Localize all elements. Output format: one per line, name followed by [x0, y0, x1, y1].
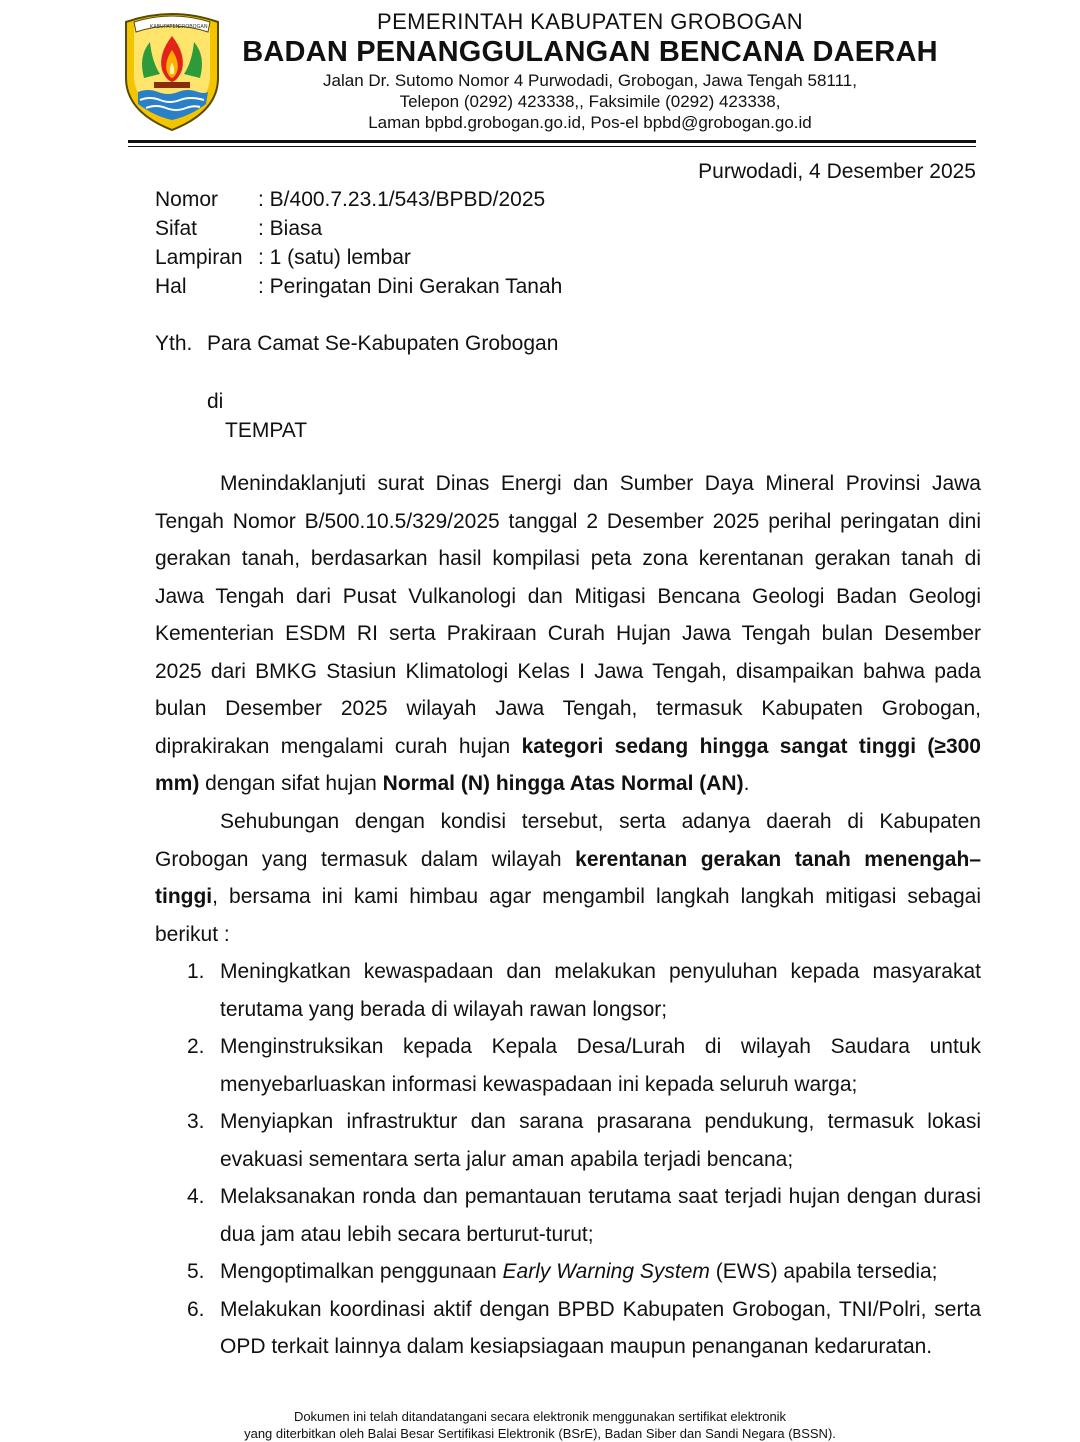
address-line-2: Telepon (0292) 423338,, Faksimile (0292) 423338, — [399, 92, 781, 111]
list-text: Menyiapkan infrastruktur dan sarana prasarana pendukung, termasuk lokasi evakuasi sementara serta jalur aman apabila terjadi bencana; — [220, 1110, 981, 1171]
list-text-italic: Early Warning System — [502, 1260, 710, 1283]
meta-label: Sifat — [155, 217, 198, 240]
meta-value: : Peringatan Dini Gerakan Tanah — [258, 275, 563, 298]
list-number: 3. — [187, 1110, 205, 1133]
p1-text-a: Menindaklanjuti surat Dinas Energi dan Sumber Daya Mineral Provinsi Jawa Tengah Nomor B/500.10.5/329/2025 tanggal 2 Desember 2025 perihal peringatan dini gerakan tanah, berdasarkan hasil kompilasi peta zona kerentanan gerakan tanah di Jawa Tengah dari Pusat Vulkanologi dan Mitigasi Bencana Geologi Badan Geologi Kementerian ESDM RI serta Prakiraan Curah Hujan Jawa Tengah bulan Desember 2025 dari BMKG Stasiun Klimatologi Kelas I Jawa Tengah, disampaikan bahwa pada bulan Desember 2025 wilayah Jawa Tengah, termasuk Kabupaten Grobogan, diprakirakan mengalami curah hujan — [155, 472, 981, 758]
p2-bold-a: kerentanan gerakan tanah menengah–tinggi — [155, 847, 981, 908]
meta-label: Lampiran — [155, 246, 243, 269]
list-item — [155, 1178, 981, 1253]
footer-line-2: yang diterbitkan oleh Balai Besar Sertifikasi Elektronik (BSrE), Badan Siber dan Sandi Negara (BSSN). — [244, 1426, 836, 1441]
body-paragraph-1 — [155, 465, 981, 803]
meta-row-hal — [155, 275, 562, 299]
svg-text:GROBOGAN: GROBOGAN — [178, 24, 208, 30]
regency-emblem-icon — [120, 8, 224, 132]
p1-text-c: . — [743, 772, 750, 795]
list-text: (EWS) apabila tersedia; — [709, 1260, 938, 1283]
recipient-place: TEMPAT — [225, 419, 308, 442]
list-number: 2. — [187, 1035, 205, 1058]
address-line-3: Laman bpbd.grobogan.go.id, Pos-el bpbd@grobogan.go.id — [368, 113, 812, 132]
recipient-name: Para Camat Se-Kabupaten Grobogan — [207, 332, 559, 355]
meta-value: : B/400.7.23.1/543/BPBD/2025 — [258, 188, 546, 211]
list-item — [155, 1291, 981, 1366]
list-number: 1. — [187, 960, 205, 983]
list-item — [155, 1028, 981, 1103]
list-number: 4. — [187, 1185, 205, 1208]
footer-line-1: Dokumen ini telah ditandatangani secara elektronik menggunakan sertifikat elektronik — [293, 1409, 787, 1424]
p2-text-a: Sehubungan dengan kondisi tersebut, serta adanya daerah di Kabupaten Grobogan yang termasuk dalam wilayah — [155, 810, 981, 871]
list-text: Mengoptimalkan penggunaan — [220, 1260, 503, 1283]
letter-date: Purwodadi, 4 Desember 2025 — [698, 160, 976, 183]
header-rule-thick — [128, 140, 976, 143]
e-signature-footer — [0, 1408, 1080, 1442]
body-paragraph-2 — [155, 803, 981, 953]
p2-text-b: , bersama ini kami himbau agar mengambil langkah langkah mitigasi sebagai berikut : — [155, 885, 981, 946]
government-name: PEMERINTAH KABUPATEN GROBOGAN — [377, 9, 803, 34]
list-text: Melakukan koordinasi aktif dengan BPBD Kabupaten Grobogan, TNI/Polri, serta OPD terkait lainnya dalam kesiapsiagaan maupun penanganan kedaruratan. — [220, 1297, 981, 1358]
p1-text-b: dengan sifat hujan — [199, 772, 383, 795]
list-text: Melaksanakan ronda dan pemantauan terutama saat terjadi hujan dengan durasi dua jam atau lebih secara berturut-turut; — [220, 1185, 981, 1246]
regency-logo — [120, 8, 224, 132]
recipient-prefix: Yth. — [155, 332, 193, 355]
mitigation-list — [155, 953, 981, 1366]
list-item — [155, 1103, 981, 1178]
meta-value: : Biasa — [258, 217, 323, 240]
list-number: 5. — [187, 1260, 205, 1283]
meta-value: : 1 (satu) lembar — [258, 246, 411, 269]
list-text: Menginstruksikan kepada Kepala Desa/Lurah di wilayah Saudara untuk menyebarluaskan informasi kewaspadaan ini kepada seluruh warga; — [220, 1035, 981, 1096]
recipient-line — [155, 332, 558, 356]
list-text: Meningkatkan kewaspadaan dan melakukan penyuluhan kepada masyarakat terutama yang berada di wilayah rawan longsor; — [220, 960, 981, 1021]
meta-row-nomor — [155, 188, 545, 212]
address-line-1: Jalan Dr. Sutomo Nomor 4 Purwodadi, Grobogan, Jawa Tengah 58111, — [323, 71, 857, 90]
svg-text:KABUPATEN: KABUPATEN — [150, 24, 180, 30]
list-item — [155, 953, 981, 1028]
meta-label: Hal — [155, 275, 187, 298]
list-item — [155, 1253, 981, 1291]
header-rule-thin — [128, 146, 976, 147]
p1-bold-a: kategori sedang hingga sangat tinggi (≥300 mm) — [155, 734, 981, 795]
meta-row-lampiran — [155, 246, 411, 270]
agency-name: BADAN PENANGGULANGAN BENCANA DAERAH — [242, 36, 938, 68]
meta-row-sifat — [155, 217, 322, 241]
p1-bold-b: Normal (N) hingga Atas Normal (AN) — [382, 772, 744, 795]
list-number: 6. — [187, 1297, 205, 1321]
recipient-di: di — [207, 390, 224, 413]
meta-label: Nomor — [155, 188, 219, 211]
